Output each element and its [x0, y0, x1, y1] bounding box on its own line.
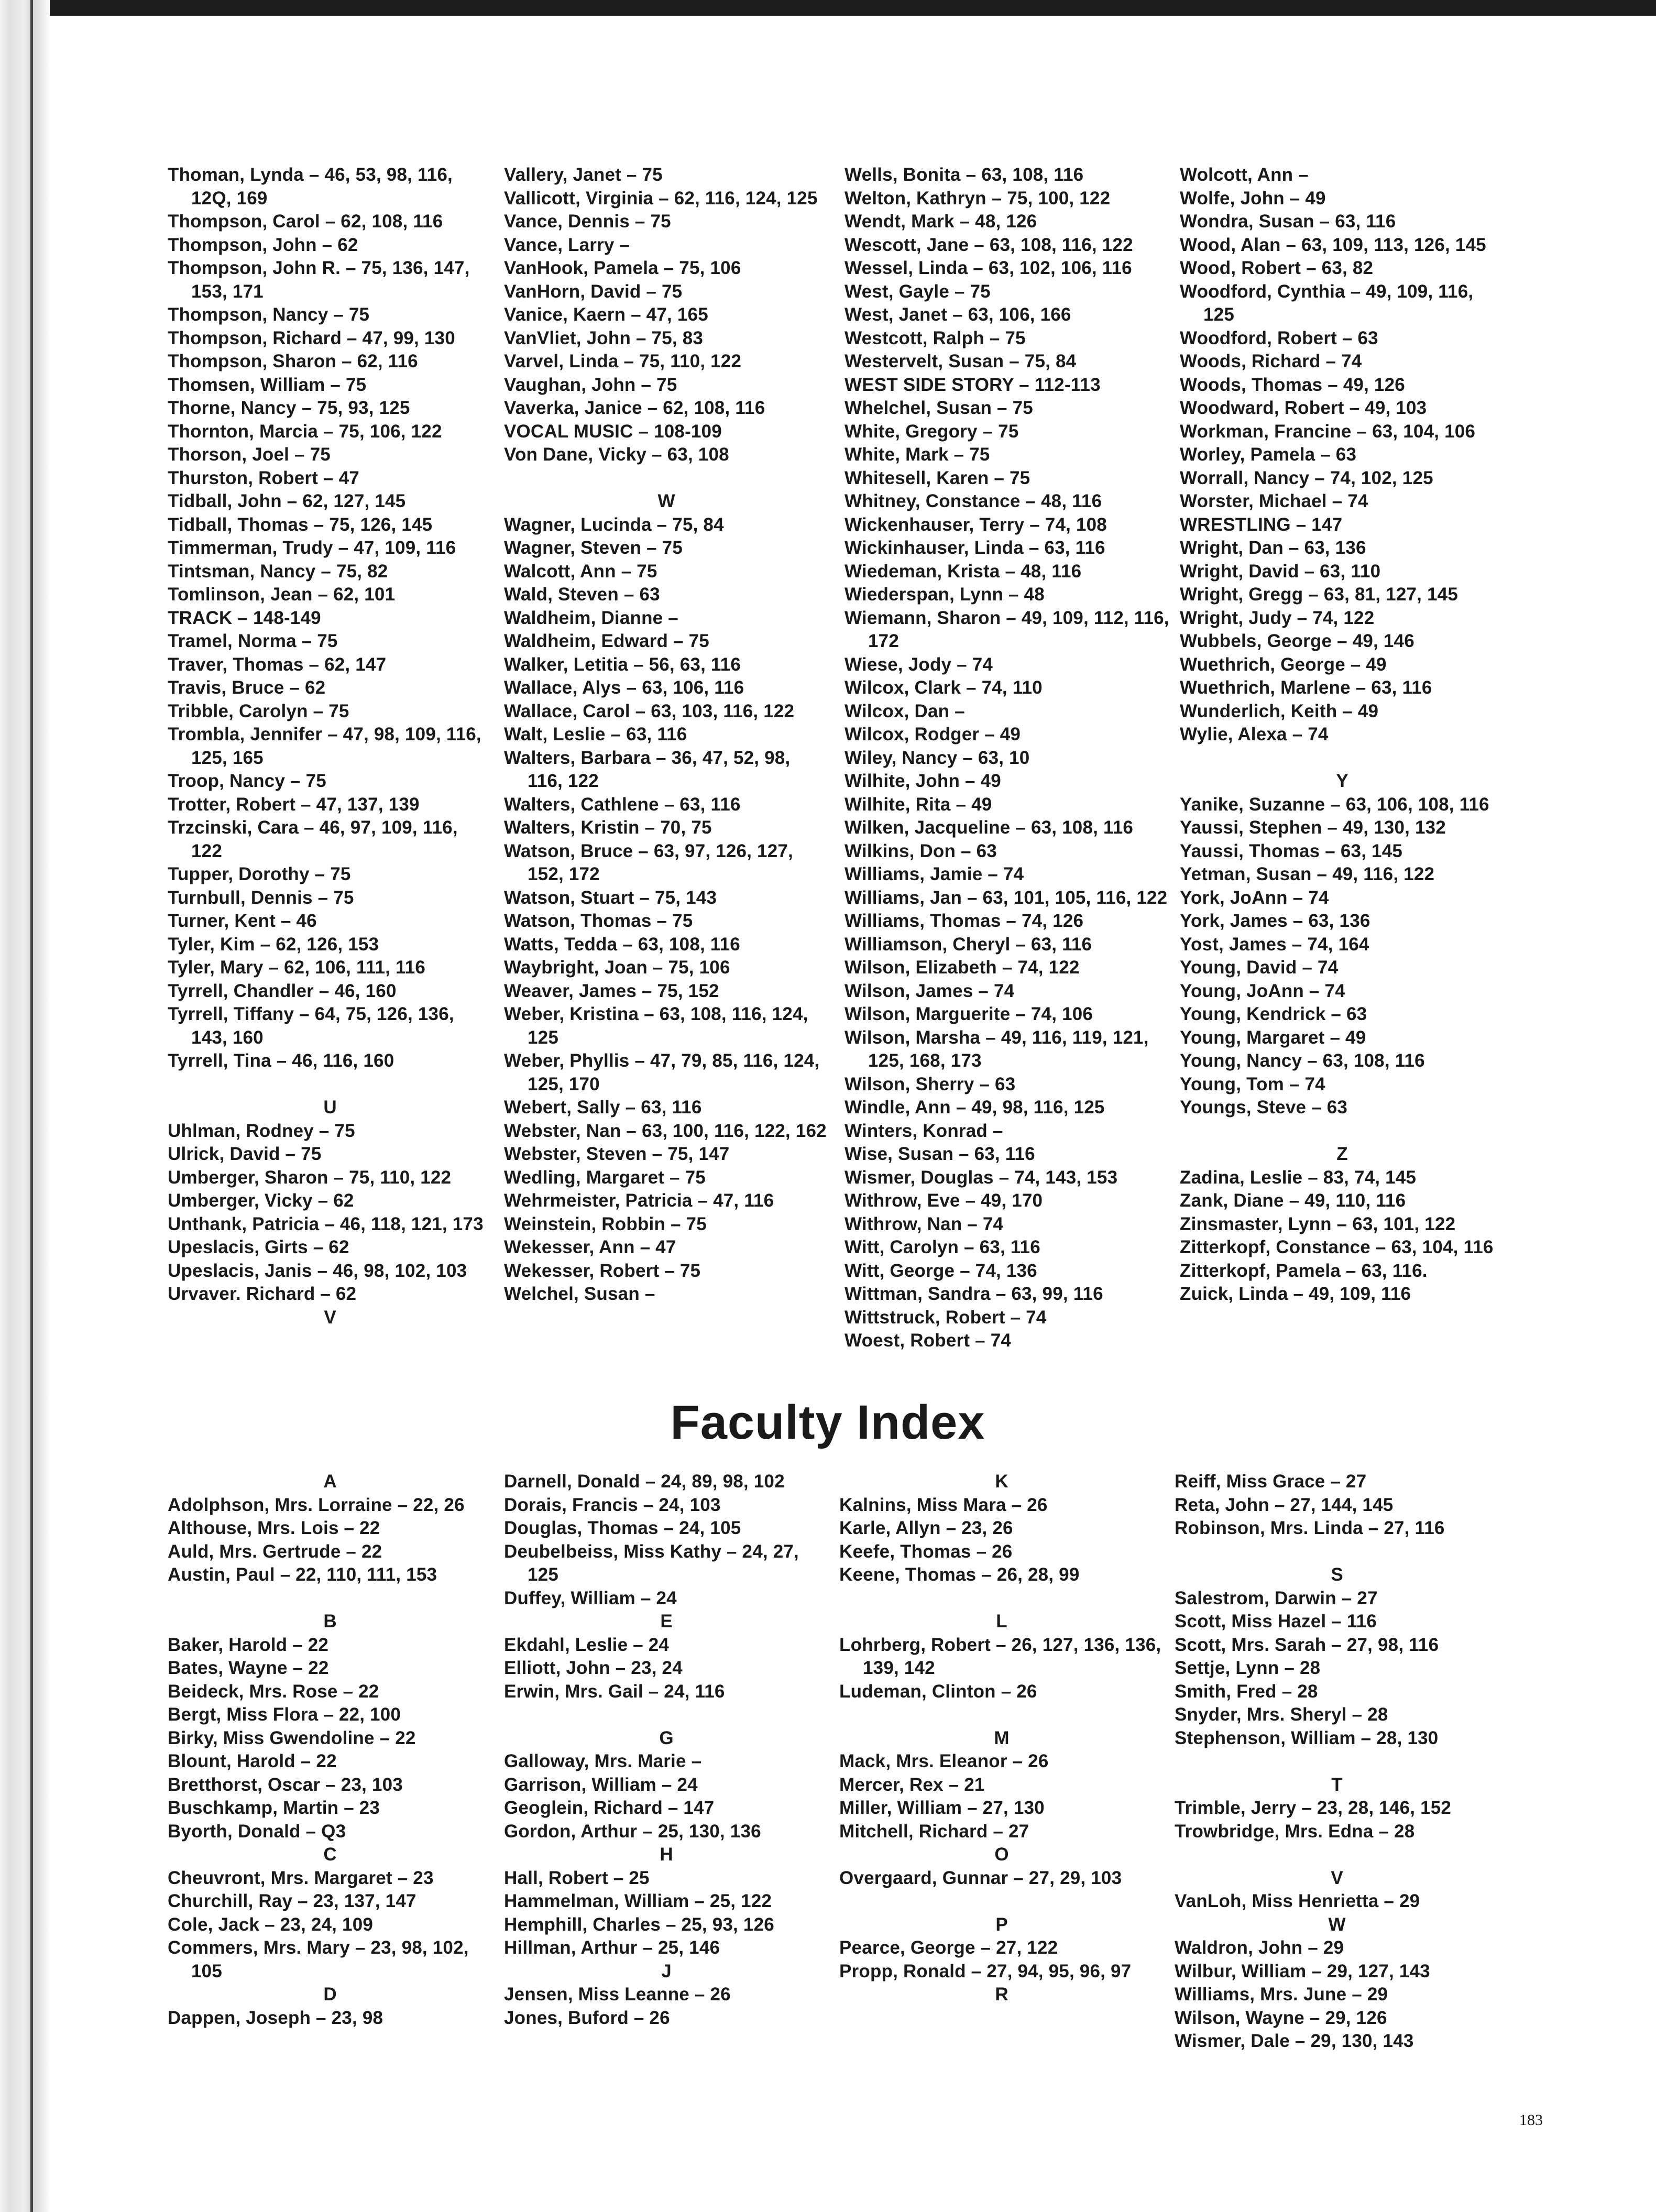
index-entry: Young, JoAnn – 74: [1180, 980, 1345, 1001]
index-entry: Walters, Barbara – 36, 47, 52, 98, 116, 122: [504, 747, 791, 791]
faculty-index-column-3: [839, 1470, 1164, 2007]
index-entry: Woodward, Robert – 49, 103: [1180, 398, 1427, 418]
book-binding: [0, 0, 50, 2212]
section-spacer: [168, 1587, 492, 1611]
index-entry: Keefe, Thomas – 26: [839, 1541, 1013, 1562]
index-entry: Wilson, Wayne – 29, 126: [1175, 2007, 1387, 2028]
index-entry: Young, Kendrick – 63: [1180, 1004, 1367, 1024]
index-entry: Wilson, James – 74: [845, 980, 1015, 1001]
index-entry: Wiederspan, Lynn – 48: [845, 584, 1045, 605]
index-entry: Umberger, Sharon – 75, 110, 122: [168, 1167, 452, 1188]
index-entry: Young, Margaret – 49: [1180, 1027, 1366, 1048]
index-entry: Von Dane, Vicky – 63, 108: [504, 444, 729, 465]
binding-shadow-line: [30, 0, 33, 2212]
index-entry: Beideck, Mrs. Rose – 22: [168, 1681, 379, 1702]
index-entry: Umberger, Vicky – 62: [168, 1190, 354, 1211]
section-letter: Z: [1336, 1144, 1348, 1164]
index-entry: Whitney, Constance – 48, 116: [845, 491, 1102, 511]
section-letter: V: [324, 1307, 336, 1328]
index-entry: Althouse, Mrs. Lois – 22: [168, 1518, 380, 1538]
index-entry: Stephenson, William – 28, 130: [1175, 1727, 1439, 1748]
index-entry: Webster, Steven – 75, 147: [504, 1144, 730, 1164]
section-spacer: [839, 1890, 1164, 1913]
index-entry: Welton, Kathryn – 75, 100, 122: [845, 188, 1111, 209]
index-entry: Wuethrich, Marlene – 63, 116: [1180, 677, 1432, 698]
index-entry: Waldheim, Edward – 75: [504, 631, 709, 651]
index-entry: Dorais, Francis – 24, 103: [504, 1494, 721, 1515]
index-entry: Galloway, Mrs. Marie –: [504, 1751, 702, 1771]
index-entry: Weinstein, Robbin – 75: [504, 1213, 707, 1234]
index-entry: Wilcox, Clark – 74, 110: [845, 677, 1043, 698]
index-entry: Yaussi, Stephen – 49, 130, 132: [1180, 817, 1446, 838]
index-entry: Duffey, William – 24: [504, 1587, 677, 1608]
index-entry: Wood, Robert – 63, 82: [1180, 258, 1374, 278]
section-letter: G: [659, 1727, 674, 1748]
index-entry: Yetman, Susan – 49, 116, 122: [1180, 864, 1435, 884]
index-entry: VanLoh, Miss Henrietta – 29: [1175, 1891, 1420, 1911]
index-entry: Withrow, Nan – 74: [845, 1213, 1004, 1234]
index-entry: Wismer, Dale – 29, 130, 143: [1175, 2031, 1414, 2051]
index-entry: Yanike, Suzanne – 63, 106, 108, 116: [1180, 794, 1489, 815]
index-entry: Waldheim, Dianne –: [504, 607, 678, 628]
section-letter: K: [995, 1471, 1008, 1492]
index-entry: Williams, Jan – 63, 101, 105, 116, 122: [845, 887, 1168, 908]
index-entry: Wright, Gregg – 63, 81, 127, 145: [1180, 584, 1458, 605]
index-entry: Young, Tom – 74: [1180, 1074, 1325, 1094]
section-letter: W: [1328, 1914, 1346, 1935]
index-entry: Walker, Letitia – 56, 63, 116: [504, 654, 741, 675]
index-entry: Trzcinski, Cara – 46, 97, 109, 116, 122: [168, 817, 458, 861]
index-entry: Witt, Carolyn – 63, 116: [845, 1237, 1040, 1257]
index-entry: Wylie, Alexa – 74: [1180, 724, 1329, 744]
index-entry: Pearce, George – 27, 122: [839, 1937, 1058, 1958]
index-entry: Welchel, Susan –: [504, 1284, 655, 1304]
index-entry: Vance, Larry –: [504, 234, 630, 255]
index-entry: Wiese, Jody – 74: [845, 654, 993, 675]
index-entry: Wright, Judy – 74, 122: [1180, 607, 1375, 628]
student-index-column-1: [168, 163, 492, 1329]
index-entry: Thompson, John R. – 75, 136, 147, 153, 171: [168, 258, 470, 302]
index-entry: Thorne, Nancy – 75, 93, 125: [168, 398, 410, 418]
index-entry: Trotter, Robert – 47, 137, 139: [168, 794, 420, 815]
section-letter: V: [1331, 1867, 1343, 1888]
index-entry: Ekdahl, Leslie – 24: [504, 1634, 670, 1655]
index-entry: Wismer, Douglas – 74, 143, 153: [845, 1167, 1118, 1188]
index-entry: Wallace, Carol – 63, 103, 116, 122: [504, 700, 795, 721]
index-entry: Weber, Kristina – 63, 108, 116, 124, 125: [504, 1004, 808, 1048]
index-entry: Travis, Bruce – 62: [168, 677, 326, 698]
index-entry: Tidball, John – 62, 127, 145: [168, 491, 406, 511]
section-letter: E: [660, 1611, 673, 1631]
index-entry: Wagner, Steven – 75: [504, 538, 683, 558]
index-entry: Wolcott, Ann –: [1180, 165, 1309, 185]
section-spacer: [839, 1587, 1164, 1611]
index-entry: Traver, Thomas – 62, 147: [168, 654, 387, 675]
index-entry: Zank, Diane – 49, 110, 116: [1180, 1190, 1406, 1211]
index-entry: Webster, Nan – 63, 100, 116, 122, 162: [504, 1120, 827, 1141]
index-entry: Worley, Pamela – 63: [1180, 444, 1357, 465]
index-entry: Wittstruck, Robert – 74: [845, 1307, 1047, 1328]
index-entry: Salestrom, Darwin – 27: [1175, 1587, 1378, 1608]
index-entry: Reta, John – 27, 144, 145: [1175, 1494, 1394, 1515]
index-entry: Kalnins, Miss Mara – 26: [839, 1494, 1048, 1515]
index-entry: Watson, Bruce – 63, 97, 126, 127, 152, 172: [504, 840, 793, 884]
section-letter: D: [323, 1984, 337, 2005]
index-entry: WRESTLING – 147: [1180, 514, 1343, 535]
page-number: 183: [1519, 2111, 1543, 2129]
index-entry: TRACK – 148-149: [168, 607, 321, 628]
index-entry: Zitterkopf, Constance – 63, 104, 116: [1180, 1237, 1494, 1257]
index-entry: Walcott, Ann – 75: [504, 561, 657, 582]
student-index-column-3: [845, 163, 1175, 1353]
index-entry: Zinsmaster, Lynn – 63, 101, 122: [1180, 1213, 1456, 1234]
faculty-index-column-2: [504, 1470, 829, 2030]
index-entry: Tyler, Mary – 62, 106, 111, 116: [168, 957, 426, 978]
index-entry: Worster, Michael – 74: [1180, 491, 1368, 511]
index-entry: Tramel, Norma – 75: [168, 631, 338, 651]
section-letter: O: [994, 1844, 1009, 1865]
index-entry: Mitchell, Richard – 27: [839, 1821, 1029, 1842]
index-entry: Wickenhauser, Terry – 74, 108: [845, 514, 1107, 535]
section-spacer: [168, 1073, 492, 1097]
index-entry: Williams, Thomas – 74, 126: [845, 911, 1084, 931]
index-entry: Hammelman, William – 25, 122: [504, 1891, 772, 1911]
index-entry: Thompson, John – 62: [168, 234, 358, 255]
index-entry: Garrison, William – 24: [504, 1774, 698, 1795]
index-entry: Smith, Fred – 28: [1175, 1681, 1318, 1702]
index-entry: Tribble, Carolyn – 75: [168, 700, 349, 721]
index-entry: Zadina, Leslie – 83, 74, 145: [1180, 1167, 1417, 1188]
index-entry: Wuethrich, George – 49: [1180, 654, 1387, 675]
index-entry: Buschkamp, Martin – 23: [168, 1798, 380, 1818]
index-entry: Windle, Ann – 49, 98, 116, 125: [845, 1097, 1105, 1118]
index-entry: Auld, Mrs. Gertrude – 22: [168, 1541, 382, 1562]
index-entry: Turnbull, Dennis – 75: [168, 887, 354, 908]
section-letter: Y: [1336, 771, 1348, 791]
index-entry: Tyrrell, Tiffany – 64, 75, 126, 136, 143, 160: [168, 1004, 454, 1048]
section-letter: C: [323, 1844, 337, 1865]
index-entry: Thorson, Joel – 75: [168, 444, 331, 465]
index-entry: Overgaard, Gunnar – 27, 29, 103: [839, 1867, 1122, 1888]
index-entry: Scott, Mrs. Sarah – 27, 98, 116: [1175, 1634, 1439, 1655]
index-entry: Keene, Thomas – 26, 28, 99: [839, 1564, 1080, 1585]
index-entry: Wunderlich, Keith – 49: [1180, 700, 1379, 721]
index-entry: Wubbels, George – 49, 146: [1180, 631, 1414, 651]
index-entry: Erwin, Mrs. Gail – 24, 116: [504, 1681, 725, 1702]
index-entry: Tyrrell, Chandler – 46, 160: [168, 980, 397, 1001]
index-entry: Douglas, Thomas – 24, 105: [504, 1518, 741, 1538]
index-entry: Wallace, Alys – 63, 106, 116: [504, 677, 744, 698]
index-entry: Wells, Bonita – 63, 108, 116: [845, 165, 1084, 185]
index-entry: Hemphill, Charles – 25, 93, 126: [504, 1914, 774, 1935]
index-entry: Churchill, Ray – 23, 137, 147: [168, 1891, 416, 1911]
index-entry: Woods, Thomas – 49, 126: [1180, 374, 1405, 395]
index-entry: Wondra, Susan – 63, 116: [1180, 211, 1396, 232]
index-entry: Woodford, Cynthia – 49, 109, 116, 125: [1180, 281, 1474, 325]
index-entry: Woodford, Robert – 63: [1180, 327, 1378, 348]
index-entry: Wilson, Marguerite – 74, 106: [845, 1004, 1093, 1024]
index-entry: Yaussi, Thomas – 63, 145: [1180, 840, 1403, 861]
section-spacer: [1180, 1120, 1505, 1143]
index-entry: Williams, Mrs. June – 29: [1175, 1984, 1388, 2005]
index-entry: Baker, Harold – 22: [168, 1634, 329, 1655]
index-entry: Withrow, Eve – 49, 170: [845, 1190, 1043, 1211]
index-entry: Vaughan, John – 75: [504, 374, 677, 395]
index-entry: Tidball, Thomas – 75, 126, 145: [168, 514, 433, 535]
index-entry: Wehrmeister, Patricia – 47, 116: [504, 1190, 774, 1211]
section-letter: B: [323, 1611, 337, 1631]
index-entry: Woest, Robert – 74: [845, 1330, 1012, 1351]
index-entry: Zitterkopf, Pamela – 63, 116.: [1180, 1260, 1428, 1281]
index-entry: White, Mark – 75: [845, 444, 990, 465]
index-entry: Wekesser, Ann – 47: [504, 1237, 676, 1257]
index-entry: Lohrberg, Robert – 26, 127, 136, 136, 139, 142: [839, 1634, 1161, 1678]
index-entry: Deubelbeiss, Miss Kathy – 24, 27, 125: [504, 1541, 799, 1585]
index-entry: Jones, Buford – 26: [504, 2007, 670, 2028]
faculty-index-column-4: [1175, 1470, 1499, 2053]
index-entry: Wiley, Nancy – 63, 10: [845, 747, 1030, 768]
index-entry: WEST SIDE STORY – 112-113: [845, 374, 1101, 395]
index-entry: Thoman, Lynda – 46, 53, 98, 116, 12Q, 169: [168, 165, 453, 209]
index-entry: Wilson, Sherry – 63: [845, 1074, 1016, 1094]
section-spacer: [504, 1703, 829, 1727]
index-entry: Tintsman, Nancy – 75, 82: [168, 561, 388, 582]
student-index-column-4: [1180, 163, 1505, 1306]
index-entry: Propp, Ronald – 27, 94, 95, 96, 97: [839, 1961, 1132, 1981]
index-entry: Bretthorst, Oscar – 23, 103: [168, 1774, 403, 1795]
index-entry: Hall, Robert – 25: [504, 1867, 650, 1888]
index-entry: Winters, Konrad –: [845, 1120, 1003, 1141]
index-entry: Gordon, Arthur – 25, 130, 136: [504, 1821, 761, 1842]
index-entry: Urvaver. Richard – 62: [168, 1284, 357, 1304]
index-entry: Darnell, Donald – 24, 89, 98, 102: [504, 1471, 785, 1492]
index-entry: Robinson, Mrs. Linda – 27, 116: [1175, 1518, 1445, 1538]
index-entry: Austin, Paul – 22, 110, 111, 153: [168, 1564, 437, 1585]
index-entry: Jensen, Miss Leanne – 26: [504, 1984, 731, 2005]
section-letter: A: [323, 1471, 337, 1492]
index-entry: Uhlman, Rodney – 75: [168, 1120, 355, 1141]
index-entry: Scott, Miss Hazel – 116: [1175, 1611, 1377, 1631]
section-letter: W: [657, 491, 675, 511]
faculty-index-title: Faculty Index: [670, 1396, 985, 1449]
index-entry: Thompson, Nancy – 75: [168, 304, 370, 325]
index-entry: Worrall, Nancy – 74, 102, 125: [1180, 467, 1433, 488]
index-entry: Westervelt, Susan – 75, 84: [845, 351, 1077, 371]
faculty-index-column-1: [168, 1470, 492, 2030]
index-entry: Young, David – 74: [1180, 957, 1339, 978]
index-entry: Birky, Miss Gwendoline – 22: [168, 1727, 416, 1748]
index-entry: York, JoAnn – 74: [1180, 887, 1329, 908]
index-entry: Vaverka, Janice – 62, 108, 116: [504, 398, 765, 418]
index-entry: Wilken, Jacqueline – 63, 108, 116: [845, 817, 1134, 838]
index-entry: Wise, Susan – 63, 116: [845, 1144, 1035, 1164]
section-spacer: [1175, 1750, 1499, 1773]
index-entry: Young, Nancy – 63, 108, 116: [1180, 1050, 1425, 1071]
index-entry: Wilhite, Rita – 49: [845, 794, 992, 815]
index-entry: Wilcox, Dan –: [845, 700, 965, 721]
index-entry: Wiemann, Sharon – 49, 109, 112, 116, 172: [845, 607, 1169, 651]
index-entry: Thompson, Carol – 62, 108, 116: [168, 211, 443, 232]
index-entry: Vanice, Kaern – 47, 165: [504, 304, 708, 325]
index-entry: Thornton, Marcia – 75, 106, 122: [168, 421, 442, 442]
section-letter: S: [1331, 1564, 1343, 1585]
index-entry: Wood, Alan – 63, 109, 113, 126, 145: [1180, 234, 1486, 255]
index-entry: Cheuvront, Mrs. Margaret – 23: [168, 1867, 434, 1888]
index-entry: Weaver, James – 75, 152: [504, 980, 719, 1001]
index-entry: Settje, Lynn – 28: [1175, 1658, 1321, 1678]
section-letter: T: [1331, 1774, 1343, 1795]
index-entry: Wittman, Sandra – 63, 99, 116: [845, 1284, 1103, 1304]
index-entry: Woods, Richard – 74: [1180, 351, 1362, 371]
index-entry: VanHorn, David – 75: [504, 281, 683, 302]
index-entry: Wiedeman, Krista – 48, 116: [845, 561, 1082, 582]
index-entry: Wilson, Marsha – 49, 116, 119, 121, 125, 168, 173: [845, 1027, 1149, 1071]
index-entry: Wilhite, John – 49: [845, 771, 1001, 791]
index-entry: Walters, Cathlene – 63, 116: [504, 794, 741, 815]
index-entry: Westcott, Ralph – 75: [845, 327, 1026, 348]
index-entry: Snyder, Mrs. Sheryl – 28: [1175, 1704, 1388, 1725]
section-spacer: [1175, 1843, 1499, 1867]
index-entry: Commers, Mrs. Mary – 23, 98, 102, 105: [168, 1937, 469, 1981]
index-entry: Unthank, Patricia – 46, 118, 121, 173: [168, 1213, 484, 1234]
index-entry: Miller, William – 27, 130: [839, 1798, 1045, 1818]
index-entry: Thompson, Sharon – 62, 116: [168, 351, 418, 371]
index-entry: Upeslacis, Janis – 46, 98, 102, 103: [168, 1260, 467, 1281]
index-entry: Trimble, Jerry – 23, 28, 146, 152: [1175, 1798, 1452, 1818]
index-entry: Thompson, Richard – 47, 99, 130: [168, 327, 455, 348]
index-entry: Tomlinson, Jean – 62, 101: [168, 584, 396, 605]
index-entry: Vance, Dennis – 75: [504, 211, 671, 232]
index-entry: Dappen, Joseph – 23, 98: [168, 2007, 383, 2028]
student-index-column-2: [504, 163, 829, 1306]
page-top-edge: [0, 0, 1656, 16]
index-entry: Wolfe, John – 49: [1180, 188, 1326, 209]
index-entry: Wescott, Jane – 63, 108, 116, 122: [845, 234, 1133, 255]
index-entry: York, James – 63, 136: [1180, 911, 1370, 931]
index-entry: Wendt, Mark – 48, 126: [845, 211, 1037, 232]
index-entry: Reiff, Miss Grace – 27: [1175, 1471, 1367, 1492]
index-entry: Wickinhauser, Linda – 63, 116: [845, 538, 1105, 558]
index-entry: Wright, David – 63, 110: [1180, 561, 1381, 582]
index-entry: Whitesell, Karen – 75: [845, 467, 1030, 488]
index-entry: Walters, Kristin – 70, 75: [504, 817, 712, 838]
index-entry: Adolphson, Mrs. Lorraine – 22, 26: [168, 1494, 465, 1515]
index-entry: Cole, Jack – 23, 24, 109: [168, 1914, 374, 1935]
section-spacer: [839, 1703, 1164, 1727]
section-spacer: [1180, 747, 1505, 770]
index-entry: Trombla, Jennifer – 47, 98, 109, 116, 125, 165: [168, 724, 481, 768]
index-entry: Waybright, Joan – 75, 106: [504, 957, 730, 978]
index-entry: Byorth, Donald – Q3: [168, 1821, 346, 1842]
section-spacer: [1175, 1540, 1499, 1564]
index-entry: VanVliet, John – 75, 83: [504, 327, 704, 348]
index-entry: Varvel, Linda – 75, 110, 122: [504, 351, 742, 371]
index-entry: Workman, Francine – 63, 104, 106: [1180, 421, 1476, 442]
index-entry: Wedling, Margaret – 75: [504, 1167, 706, 1188]
index-entry: Bates, Wayne – 22: [168, 1658, 329, 1678]
index-entry: Tupper, Dorothy – 75: [168, 864, 351, 884]
index-entry: Blount, Harold – 22: [168, 1751, 337, 1771]
index-entry: Ludeman, Clinton – 26: [839, 1681, 1037, 1702]
section-letter: H: [660, 1844, 673, 1865]
index-entry: Ulrick, David – 75: [168, 1144, 322, 1164]
index-entry: Wagner, Lucinda – 75, 84: [504, 514, 724, 535]
index-entry: Wright, Dan – 63, 136: [1180, 538, 1366, 558]
index-entry: Wald, Steven – 63: [504, 584, 660, 605]
index-entry: Whelchel, Susan – 75: [845, 398, 1033, 418]
section-letter: M: [994, 1727, 1010, 1748]
index-entry: Vallicott, Virginia – 62, 116, 124, 125: [504, 188, 818, 209]
index-entry: Waldron, John – 29: [1175, 1937, 1344, 1958]
index-entry: Weber, Phyllis – 47, 79, 85, 116, 124, 125, 170: [504, 1050, 820, 1094]
index-entry: Witt, George – 74, 136: [845, 1260, 1037, 1281]
index-entry: VanHook, Pamela – 75, 106: [504, 258, 741, 278]
section-letter: R: [995, 1984, 1008, 2005]
index-entry: Watts, Tedda – 63, 108, 116: [504, 934, 740, 955]
index-entry: Upeslacis, Girts – 62: [168, 1237, 349, 1257]
index-entry: Trowbridge, Mrs. Edna – 28: [1175, 1821, 1415, 1842]
index-entry: White, Gregory – 75: [845, 421, 1019, 442]
index-entry: Williamson, Cheryl – 63, 116: [845, 934, 1092, 955]
index-entry: Watson, Thomas – 75: [504, 911, 693, 931]
index-entry: Karle, Allyn – 23, 26: [839, 1518, 1013, 1538]
index-entry: Wilson, Elizabeth – 74, 122: [845, 957, 1080, 978]
index-entry: VOCAL MUSIC – 108-109: [504, 421, 722, 442]
index-entry: Geoglein, Richard – 147: [504, 1798, 715, 1818]
index-entry: Mercer, Rex – 21: [839, 1774, 985, 1795]
index-entry: Timmerman, Trudy – 47, 109, 116: [168, 538, 456, 558]
index-entry: Elliott, John – 23, 24: [504, 1658, 683, 1678]
index-entry: Williams, Jamie – 74: [845, 864, 1024, 884]
index-entry: Bergt, Miss Flora – 22, 100: [168, 1704, 401, 1725]
index-entry: Webert, Sally – 63, 116: [504, 1097, 702, 1118]
index-entry: Walt, Leslie – 63, 116: [504, 724, 687, 744]
index-entry: Wilkins, Don – 63: [845, 840, 997, 861]
index-entry: Wekesser, Robert – 75: [504, 1260, 701, 1281]
index-entry: Thomsen, William – 75: [168, 374, 367, 395]
index-entry: Yost, James – 74, 164: [1180, 934, 1369, 955]
section-letter: J: [661, 1961, 672, 1981]
index-entry: Youngs, Steve – 63: [1180, 1097, 1348, 1118]
index-entry: Hillman, Arthur – 25, 146: [504, 1937, 720, 1958]
index-entry: Tyrrell, Tina – 46, 116, 160: [168, 1050, 394, 1071]
index-entry: Troop, Nancy – 75: [168, 771, 326, 791]
index-entry: Wilcox, Rodger – 49: [845, 724, 1021, 744]
section-spacer: [504, 467, 829, 490]
index-entry: Watson, Stuart – 75, 143: [504, 887, 717, 908]
section-letter: U: [323, 1097, 337, 1118]
index-entry: Zuick, Linda – 49, 109, 116: [1180, 1284, 1411, 1304]
index-entry: Thurston, Robert – 47: [168, 467, 359, 488]
index-entry: Vallery, Janet – 75: [504, 165, 663, 185]
section-letter: P: [995, 1914, 1008, 1935]
index-entry: West, Gayle – 75: [845, 281, 991, 302]
index-entry: Turner, Kent – 46: [168, 911, 317, 931]
section-letter: L: [996, 1611, 1007, 1631]
index-entry: West, Janet – 63, 106, 166: [845, 304, 1071, 325]
index-entry: Mack, Mrs. Eleanor – 26: [839, 1751, 1049, 1771]
index-entry: Tyler, Kim – 62, 126, 153: [168, 934, 379, 955]
index-entry: Wilbur, William – 29, 127, 143: [1175, 1961, 1430, 1981]
index-entry: Wessel, Linda – 63, 102, 106, 116: [845, 258, 1132, 278]
